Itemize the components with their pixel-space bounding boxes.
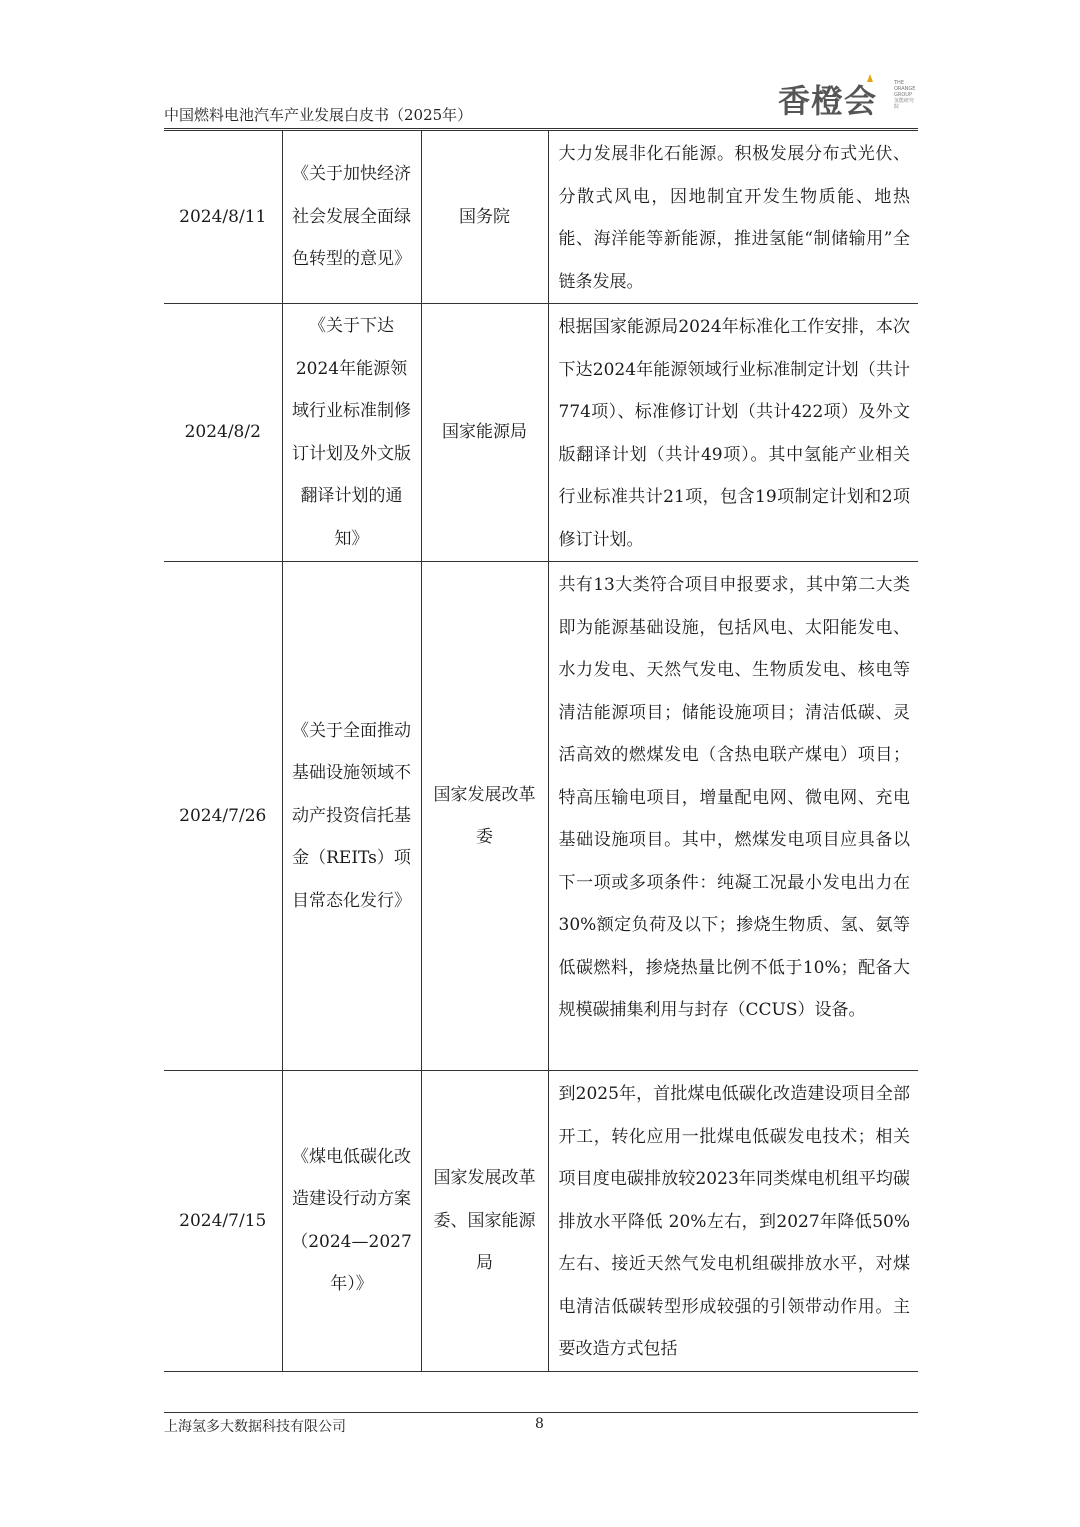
footer-company: 上海氢多大数据科技有限公司 [164,1419,346,1435]
issuer-cell: 国家能源局 [421,304,548,562]
content-cell: 大力发展非化石能源。积极发展分布式光伏、分散式风电，因地制宜开发生物质能、地热能、海洋能等新能源，推进氢能“制储输用”全链条发展。 [548,131,918,304]
table-row [164,304,918,562]
policy-name-cell: 《关于全面推动基础设施领域不动产投资信托基金（REITs）项目常态化发行》 [282,562,421,1071]
page-header-title: 中国燃料电池汽车产业发展白皮书（2025年） [164,106,473,124]
logo-flame-icon [864,74,876,86]
policy-name-cell: 《关于下达2024年能源领域行业标准制修订计划及外文版翻译计划的通知》 [282,304,421,562]
issuer-cell: 国务院 [421,131,548,304]
date-cell: 2024/7/26 [164,562,282,1071]
table-row [164,562,918,1071]
policy-name-cell: 《关于加快经济社会发展全面绿色转型的意见》 [282,131,421,304]
issuer-cell: 国家发展改革委 [421,562,548,1071]
content-cell: 共有13大类符合项目申报要求，其中第二大类即为能源基础设施，包括风电、太阳能发电、水力发电、天然气发电、生物质发电、核电等清洁能源项目；储能设施项目；清洁低碳、灵活高效的燃煤发电（含热电联产煤电）项目；特高压输电项目，增量配电网、微电网、充电基础设施项目。其中，燃煤发电项目应具备以下一项或多项条件：纯凝工况最小发电出力在30%额定负荷及以下；掺烧生物质、氢、氨等低碳燃料，掺烧热量比例不低于10%；配备大规模碳捕集利用与封存（CCUS）设备。 [548,562,918,1071]
header-rule [164,128,918,129]
date-cell: 2024/7/15 [164,1071,282,1372]
policy-name-cell: 《煤电低碳化改造建设行动方案（2024—2027年）》 [282,1071,421,1372]
page-number: 8 [535,1416,544,1432]
logo-text: 香橙会 [778,82,878,120]
footer-rule [164,1412,918,1413]
issuer-cell: 国家发展改革委、国家能源局 [421,1071,548,1372]
brand-logo [778,74,918,120]
date-cell: 2024/8/11 [164,131,282,304]
logo-small-text: THE ORANGE GROUP 氢能研究院 [894,80,916,110]
content-cell: 到2025年，首批煤电低碳化改造建设项目全部开工，转化应用一批煤电低碳发电技术；相关项目度电碳排放较2023年同类煤电机组平均碳排放水平降低 20%左右，到2027年降低50%左右、接近天然气发电机组碳排放水平，对煤电清洁低碳转型形成较强的引领带动作用。主要改造方式包括 [548,1071,918,1372]
table-row [164,131,918,304]
table-row [164,1071,918,1372]
content-cell: 根据国家能源局2024年标准化工作安排，本次下达2024年能源领域行业标准制定计划（共计774项）、标准修订计划（共计422项）及外文版翻译计划（共计49项）。其中氢能产业相关行业标准共计21项，包含19项制定计划和2项修订计划。 [548,304,918,562]
date-cell: 2024/8/2 [164,304,282,562]
policy-table [164,130,918,1372]
